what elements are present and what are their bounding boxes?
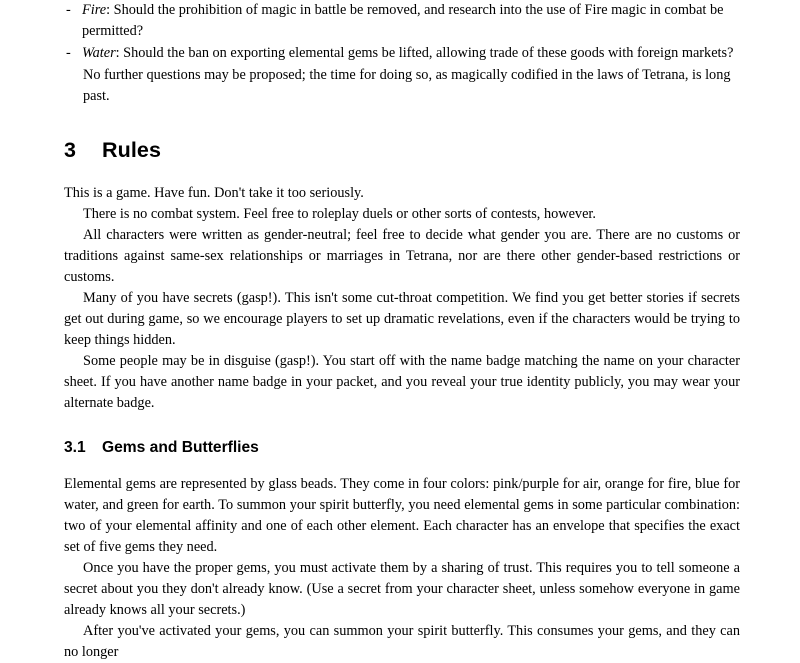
bullet-dash: - — [66, 45, 71, 61]
bullet-text: : Should the prohibition of magic in battle be removed, and research into the use of Fire magic in combat be permitted? — [82, 2, 724, 39]
bullet-text: : Should the ban on exporting elemental gems be lifted, allowing trade of these goods with foreign markets? — [115, 45, 734, 61]
paragraph: This is a game. Have fun. Don't take it too seriously. — [64, 185, 364, 201]
spacer — [64, 457, 740, 474]
spacer — [64, 163, 740, 183]
paragraph: Some people may be in disguise (gasp!). You start off with the name badge matching the name on your character sheet. If you have another name badge in your packet, and you reveal your true identity publicly, you may wear your alternate badge. — [64, 353, 740, 411]
paragraph: There is no combat system. Feel free to roleplay duels or other sorts of contests, however. — [83, 206, 596, 222]
list-item — [64, 43, 740, 64]
bullet-term: Water — [82, 45, 116, 61]
section-heading-rules — [64, 138, 740, 163]
paragraph: Once you have the proper gems, you must activate them by a sharing of trust. This requires you to tell someone a secret about you they don't already know. (Use a secret from your character sheet, unless somehow everyone in game already knows all your secrets.) — [64, 560, 740, 618]
spacer — [64, 107, 740, 138]
subsection-heading-gems-and-butterflies — [64, 439, 740, 457]
paragraph: All characters were written as gender-neutral; feel free to decide what gender you are. There are no customs or traditions against same-sex relationships or marriages in Tetrana, nor are there other gender-based restrictions or customs. — [64, 227, 740, 285]
bullet-dash: - — [66, 2, 71, 18]
subsection-title: Gems and Butterflies — [102, 439, 259, 456]
section-number: 3 — [64, 138, 77, 162]
subsection-number: 3.1 — [64, 439, 86, 456]
paragraph: After you've activated your gems, you can summon your spirit butterfly. This consumes your gems, and they can no longer — [64, 623, 740, 660]
paragraph: Elemental gems are represented by glass beads. They come in four colors: pink/purple for air, orange for fire, blue for water, and green for earth. To summon your spirit butterfly, you need elemental gems in some particular combination: two of your elemental affinity and one of each other element. Each character has an envelope that specifies the exact set of five gems they need. — [64, 476, 740, 555]
bullets-note: No further questions may be proposed; the time for doing so, as magically codified in the laws of Tetrana, is long past. — [83, 67, 731, 104]
list-item — [64, 0, 740, 42]
question-bullet-list — [64, 0, 740, 64]
paragraph: Many of you have secrets (gasp!). This isn't some cut-throat competition. We find you get better stories if secrets get out during game, so we encourage players to set up dramatic revelations, even if the characters would be trying to keep things hidden. — [64, 290, 740, 348]
section-title: Rules — [102, 138, 162, 162]
spacer — [64, 414, 740, 439]
bullet-term: Fire — [82, 2, 107, 18]
document-content — [64, 0, 740, 663]
